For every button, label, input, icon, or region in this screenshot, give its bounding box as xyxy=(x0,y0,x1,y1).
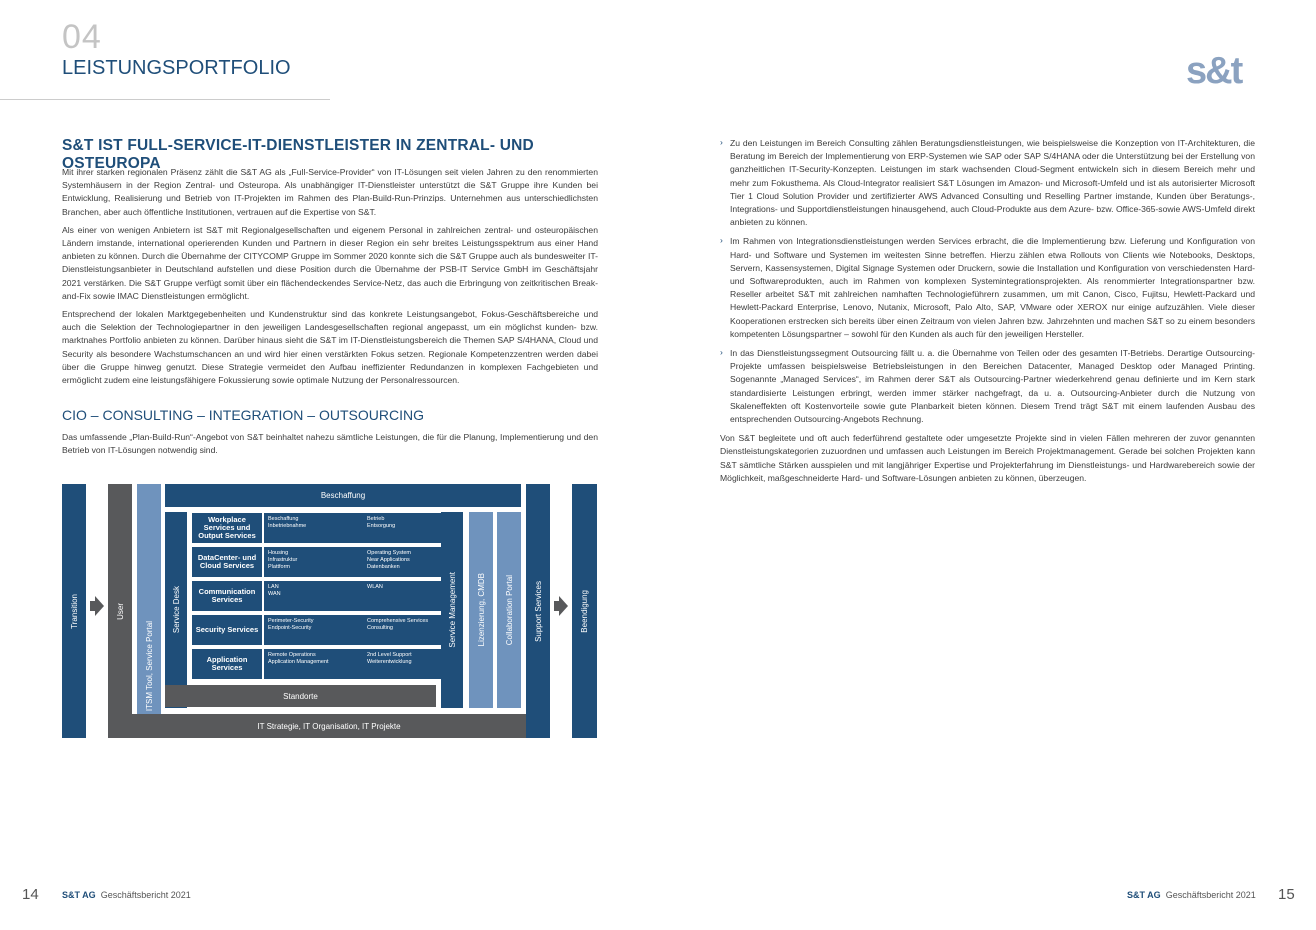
chevron-right-icon: › xyxy=(720,235,723,246)
chevron-right-icon: › xyxy=(720,347,723,358)
row-category: Security Services xyxy=(192,615,262,645)
row-detail: Operating System Near Applications Datenbanken xyxy=(363,547,462,577)
collaboration-block xyxy=(497,512,521,708)
row-detail: Remote Operations Application Management xyxy=(264,649,363,679)
row-detail: 2nd Level Support Weiterentwicklung xyxy=(363,649,462,679)
row-category: Communication Services xyxy=(192,581,262,611)
service-desk-block xyxy=(165,512,187,708)
row-category: Workplace Services und Output Services xyxy=(192,513,262,543)
service-management-block xyxy=(441,512,463,708)
chevron-right-icon: › xyxy=(720,137,723,147)
beendigung-block xyxy=(572,484,597,738)
service-row xyxy=(192,547,462,577)
service-row xyxy=(192,581,462,611)
arrow-right-icon xyxy=(559,596,568,616)
closing-paragraph: Von S&T begleitete und oft auch federführend gestaltete oder umgesetzte Projekte sind in vielen Fällen mehreren der zuvor genannten Dienstleistungskategorien zuzuordnen und umfassen auch Leistungen im Bereich Projektmanagement. Gerade bei solchen Projekten kann S&T sämtliche Stärken ausspielen und mit langjähriger Expertise und Projekterfahrung im Dienstleistungs- und Hardwarebereich sowie der Möglichkeit, maßgeschneiderte Hard- und Software-Lösungen anbieten zu können, überzeugen. xyxy=(720,433,1255,483)
service-row xyxy=(192,615,462,645)
row-category: DataCenter- und Cloud Services xyxy=(192,547,262,577)
transition-block xyxy=(62,484,86,738)
section-title: LEISTUNGSPORTFOLIO xyxy=(62,57,291,79)
page-heading: S&T IST FULL-SERVICE-IT-DIENSTLEISTER IN ZENTRAL- UND OSTEUROPA xyxy=(62,137,534,172)
paragraph: Entsprechend der lokalen Marktgegebenheiten und Kundenstruktur sind das konkrete Leistungsangebot, Fokus-Geschäftsbereiche und auch die Selektion der Technologiepartner in den jeweiligen Landesgesellschaften regional angepasst, um ein möglichst kunden- bzw. marktnahes Portfolio anbieten zu können. Darüber hinaus sieht die S&T im IT-Dienstleistungsbereich die Themen SAP S/4HANA, Cloud und Security als besondere Wachstumschancen an und wird hier einen verstärkten Fokus setzen. Regionale Kompetenzzentren werden dabei über die Gruppe hinweg genutzt. Diese Strategie vermeidet den Aufbau ineffizienter Redundanzen in komplexen Fachgebieten und ermöglicht zudem eine leistungsfähigere Fokussierung sowie optimale Nutzung der Personalressourcen. xyxy=(62,309,598,386)
itsm-label: ITSM Tool, Service Portal xyxy=(144,620,154,712)
left-text-column xyxy=(62,166,598,392)
bullet-item xyxy=(720,137,1255,229)
strategie-bar: IT Strategie, IT Organisation, IT Projekte xyxy=(108,714,550,738)
lizenzierung-label: Lizenzierung, CMDB xyxy=(476,573,486,647)
section-number: 04 xyxy=(62,18,102,56)
paragraph: Als einer von wenigen Anbietern ist S&T mit Regionalgesellschaften und eigenem Personal in zahlreichen zentral- und osteuropäischen Ländern imstande, international operierenden Kunden und Partnern in dieser Region ein sehr breites Leistungsspektrum aus einer Hand anbieten zu können. Durch die Übernahme der CITYCOMP Gruppe im Sommer 2020 konnte sich die S&T Gruppe auch als bundesweiter IT-Dienstleistungsanbieter in Deutschland aufstellen und diese Position durch die Übernahme der PSB-IT Service GmbH im Geschäftsjahr 2021 verstärken. Die S&T Gruppe verfügt somit über ein flächendeckendes Service-Netz, das auch die Erbringung von zeitkritischen Break-and-Fix sowie IMAC Dienstleistungen ermöglicht. xyxy=(62,224,598,301)
paragraph: Das umfassende „Plan-Build-Run“-Angebot von S&T beinhaltet nahezu sämtliche Leistungen, die für die Planung, Implementierung und den Betrieb von IT-Lösungen notwendig sind. xyxy=(62,432,598,456)
section-divider xyxy=(0,99,330,100)
user-label: User xyxy=(115,602,125,620)
row-detail: Housing Infrastruktur Plattform xyxy=(264,547,363,577)
subheading: CIO – CONSULTING – INTEGRATION – OUTSOURCING xyxy=(62,407,424,423)
footer-company: S&T AG xyxy=(62,890,96,900)
footer-right xyxy=(1127,890,1256,900)
footer-report: Geschäftsbericht 2021 xyxy=(100,890,191,900)
arrow-right-icon xyxy=(95,596,104,616)
bullet-text: Zu den Leistungen im Bereich Consulting zählen Beratungsdienstleistungen, wie beispielsweise die Konzeption von IT-Architekturen, die Beratung im Bereich der Implementierung von ERP-Systemen wie SAP oder SAP S/4HANA oder die Unterstützung bei der Erstellung von ganzheitlichen IT-Security-Konzepten. Leistungen im stark wachsenden Cloud-Segment entwickeln sich in diesem Bereich mehr und mehr zum Fokusthema. Als Cloud-Integrator realisiert S&T Lösungen im Amazon- und Microsoft-Umfeld und ist als autorisierter Microsoft Tier 1 Cloud Solution Provider und zertifizierter AWS Advanced Consulting und Reselling Partner imstande, Kunden über Beratungs-, Integrations- und Supportdienstleistungen hinausgehend, auch Cloud-Produkte aus dem Azure- bzw. Office-365-sowie AWS-Umfeld direkt anbieten zu können. xyxy=(730,138,1255,228)
paragraph: Mit ihrer starken regionalen Präsenz zählt die S&T AG als „Full-Service-Provider“ von IT-Lösungen seit vielen Jahren zu den renommierten Systemhäusern in der Region Zentral- und Osteuropa. Als unabhängiger IT-Dienstleister unterstützt die S&T Gruppe ihre Kunden bei Entwicklung, Realisierung und Betrieb von IT-Projekten im Rahmen des Plan-Build-Run-Prinzips. Unternehmen aus unterschiedlichsten Branchen, aber auch öffentliche Institutionen, vertrauen auf die Expertise von S&T. xyxy=(62,167,598,217)
row-detail: WLAN xyxy=(363,581,462,611)
support-services-label: Support Services xyxy=(533,580,543,642)
row-detail: Comprehensive Services Consulting xyxy=(363,615,462,645)
service-management-label: Service Management xyxy=(447,572,457,648)
service-row xyxy=(192,649,462,679)
row-category: Application Services xyxy=(192,649,262,679)
support-services-block xyxy=(526,484,550,738)
beschaffung-bar: Beschaffung xyxy=(165,484,521,507)
transition-label: Transition xyxy=(69,593,79,629)
footer-company: S&T AG xyxy=(1127,890,1161,900)
beendigung-label: Beendigung xyxy=(580,589,589,633)
bullet-text: In das Dienstleistungssegment Outsourcing fällt u. a. die Übernahme von Teilen oder des gesamten IT-Betriebs. Derartige Outsourcing-Projekte umfassen beispielsweise Betriebsleistungen in den Bereichen Datacenter, Managed Desktop oder Managed Printing. Sogenannte „Managed Services“, im Rahmen derer S&T als Outsourcing-Partner wiederkehrend genau definierte und im Kern stark standardisierte Leistungen erbringt, werden immer stärker nachgefragt, da u. a. Outsourcing-Anbieter durch die Nutzung von Skaleneffekten oft Kostenvorteile sowie gute Planbarkeit bieten können. Diesem Trend trägt S&T mit einem laufenden Ausbau des entsprechenden Outsourcing-Angebots Rechnung. xyxy=(730,348,1255,425)
right-text-column xyxy=(720,137,1255,485)
bullet-text: Im Rahmen von Integrationsdienstleistungen werden Services erbracht, die die Implementierung bzw. Lieferung und Konfiguration von Hard- und Software und Systemen im weitesten Sinne betreffen. Hierzu zählen etwa Rollouts von Clients wie Notebooks, Desktops, Servern, Kassensystemen, Digital Signage Systemen oder Druckern, sowie die Installation und Konfiguration von verschiedensten Hard- und Softwareprodukten, auch im Rahmen von komplexen Systemintegrationsprojekten. Als renommierter Integrationspartner bzw. Reseller arbeitet S&T mit zahlreichen namhaften Technologieführern zusammen, um mit Canon, Cisco, Fujitsu, Hewlett-Packard und Hewlett-Packard Enterprise, Lenovo, Nutanix, Microsoft, Palo Alto, SAP, VMware oder XEROX nur einige aufzuzählen. Viele dieser Kooperationen erstrecken sich bereits über einen Zeitraum von vielen Jahren bzw. Jahrzehnten und machen S&T so zu einem besonders kompetenten Lösungspartner – sowohl für den Kunden als auch für den jeweiligen Hersteller. xyxy=(730,236,1255,339)
user-block xyxy=(108,484,132,738)
lizenzierung-block xyxy=(469,512,493,708)
row-detail: Beschaffung Inbetriebnahme xyxy=(264,513,363,543)
bullet-item xyxy=(720,347,1255,426)
collaboration-label: Collaboration Portal xyxy=(504,574,514,646)
service-row xyxy=(192,513,462,543)
footer-report: Geschäftsbericht 2021 xyxy=(1165,890,1256,900)
company-logo: s&t xyxy=(1186,50,1242,92)
service-portfolio-diagram xyxy=(62,484,597,738)
page-number-left: 14 xyxy=(22,886,39,903)
row-detail: Perimeter-Security Endpoint-Security xyxy=(264,615,363,645)
footer-left xyxy=(62,890,191,900)
itsm-block xyxy=(137,484,161,738)
bullet-item xyxy=(720,235,1255,341)
service-desk-label: Service Desk xyxy=(171,586,181,634)
page-number-right: 15 xyxy=(1278,886,1295,903)
row-detail: Betrieb Entsorgung xyxy=(363,513,462,543)
row-detail: LAN WAN xyxy=(264,581,363,611)
standorte-bar: Standorte xyxy=(165,685,436,707)
